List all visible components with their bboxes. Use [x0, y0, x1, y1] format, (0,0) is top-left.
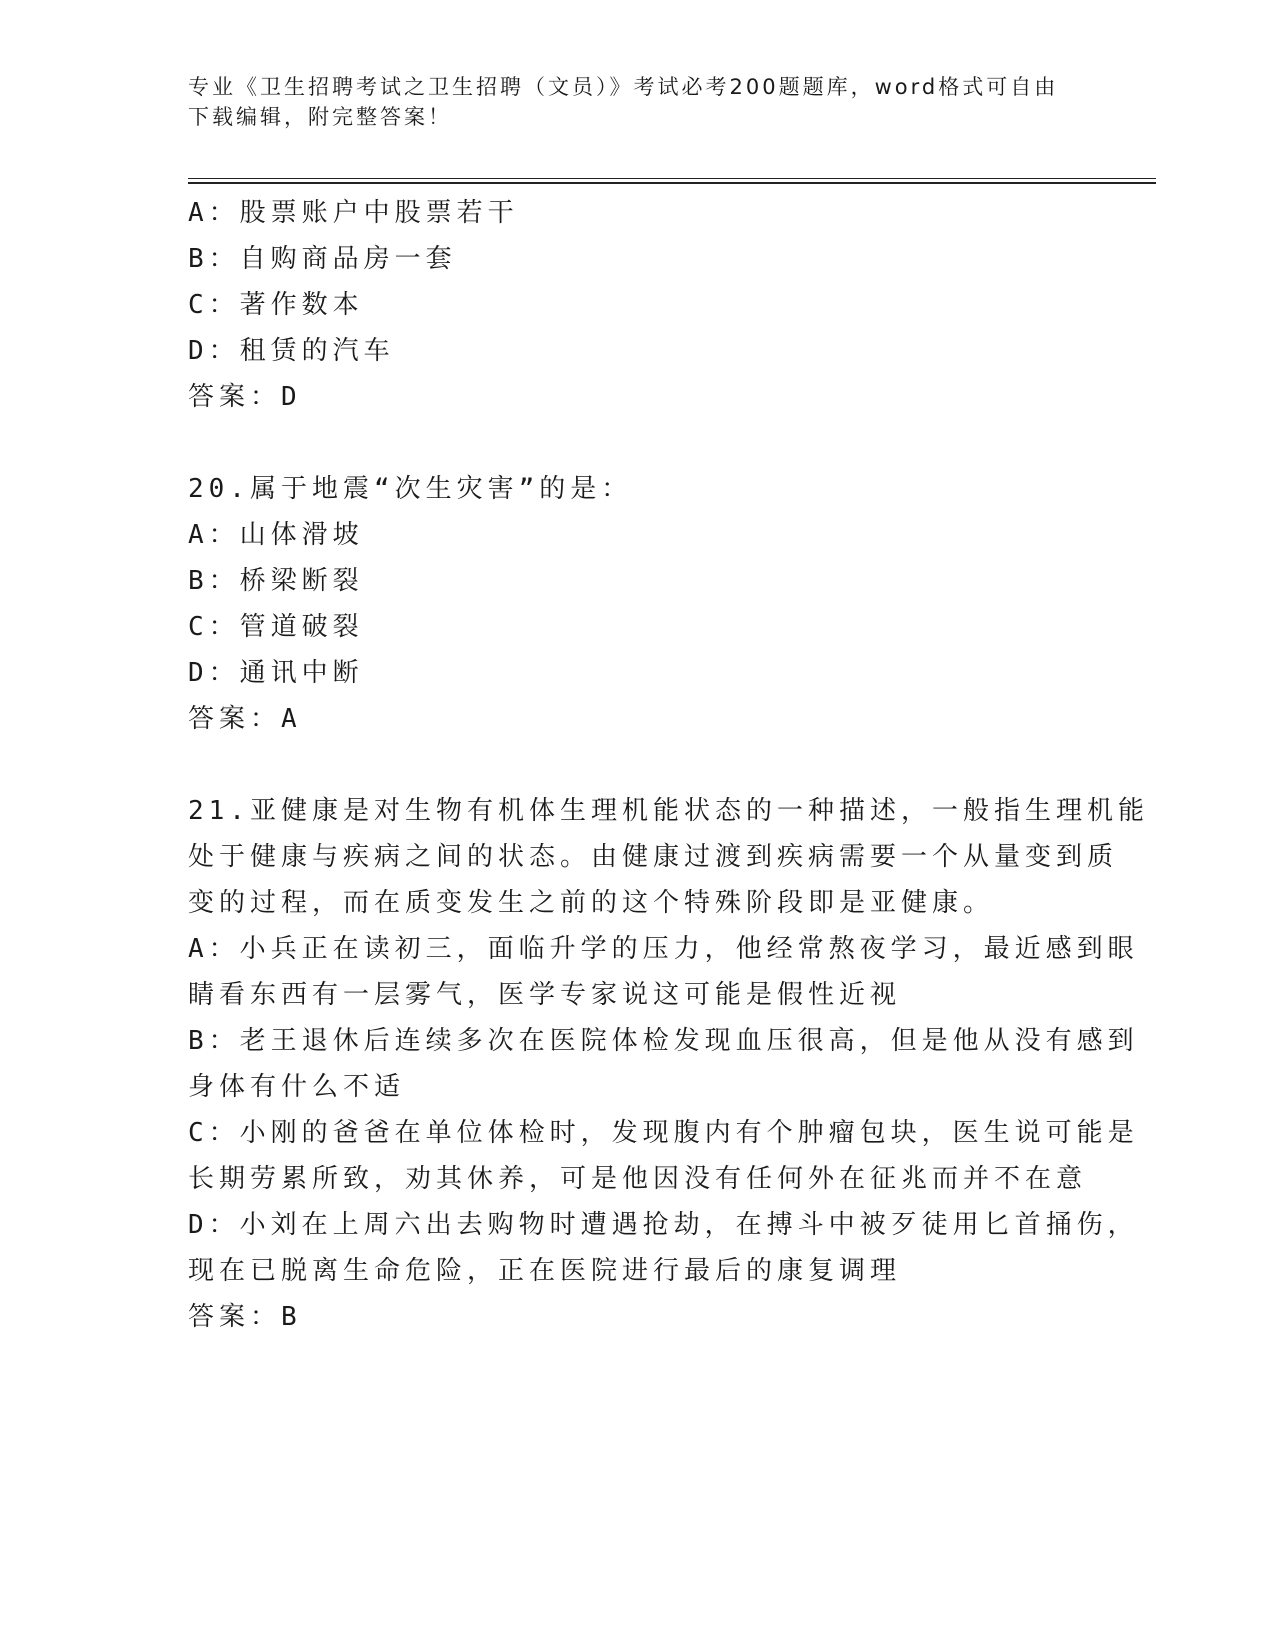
question-20-block	[188, 466, 1088, 742]
spacer	[188, 420, 1088, 466]
header-divider-thin	[188, 178, 1156, 179]
option-a: A：股票账户中股票若干	[188, 198, 519, 228]
option-d: D：租赁的汽车	[188, 336, 395, 366]
spacer	[188, 742, 1088, 788]
question-content	[188, 190, 1149, 1340]
question-text-line: 变的过程，而在质变发生之前的这个特殊阶段即是亚健康。	[188, 888, 995, 918]
option-c-line-2: 长期劳累所致，劝其休养，可是他因没有任何外在征兆而并不在意	[188, 1164, 1088, 1194]
option-c: C：著作数本	[188, 290, 364, 320]
option-b-line-1: B：老王退休后连续多次在医院体检发现血压很高，但是他从没有感到	[188, 1026, 1139, 1056]
option-a-line-2: 睛看东西有一层雾气，医学专家说这可能是假性近视	[188, 980, 902, 1010]
question-21-block	[188, 788, 1149, 1340]
answer-line: 答案：B	[188, 1302, 302, 1332]
document-header: 专业《卫生招聘考试之卫生招聘（文员）》考试必考200题题库，word格式可自由下载编辑，附完整答案！	[188, 75, 1059, 129]
option-a-line-1: A：小兵正在读初三，面临升学的压力，他经常熬夜学习，最近感到眼	[188, 934, 1139, 964]
answer-line: 答案：A	[188, 704, 302, 734]
question-text-line: 处于健康与疾病之间的状态。由健康过渡到疾病需要一个从量变到质	[188, 842, 1119, 872]
option-d-line-1: D：小刘在上周六出去购物时遭遇抢劫，在搏斗中被歹徒用匕首捅伤，	[188, 1210, 1139, 1240]
option-c: C：管道破裂	[188, 612, 364, 642]
answer-line: 答案：D	[188, 382, 302, 412]
option-d: D：通讯中断	[188, 658, 364, 688]
option-a: A：山体滑坡	[188, 520, 364, 550]
question-text: 20.属于地震“次生灾害”的是：	[188, 474, 633, 504]
option-b: B：桥梁断裂	[188, 566, 364, 596]
option-b: B：自购商品房一套	[188, 244, 457, 274]
option-b-line-2: 身体有什么不适	[188, 1072, 406, 1102]
header-divider-thick	[188, 182, 1156, 184]
option-d-line-2: 现在已脱离生命危险，正在医院进行最后的康复调理	[188, 1256, 902, 1286]
question-text-line: 21.亚健康是对生物有机体生理机能状态的一种描述，一般指生理机能	[188, 796, 1149, 826]
option-c-line-1: C：小刚的爸爸在单位体检时，发现腹内有个肿瘤包块，医生说可能是	[188, 1118, 1139, 1148]
question-19-block	[188, 190, 1088, 420]
